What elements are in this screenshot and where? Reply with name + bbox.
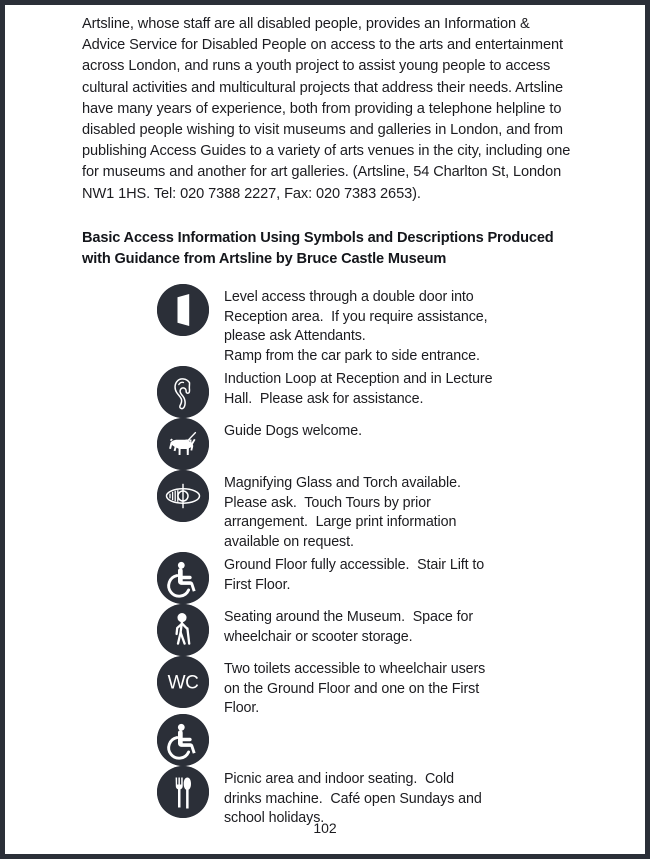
access-symbol-row [5, 366, 645, 418]
svg-text:WC: WC [167, 672, 199, 694]
symbol-description-line: wheelchair or scooter storage. [224, 628, 413, 645]
symbol-description-line: Ground Floor fully accessible. Stair Lift to [224, 557, 485, 574]
symbol-description-line: on the Ground Floor and one on the First [224, 680, 480, 697]
access-symbol-row [5, 656, 645, 766]
wc-icon [157, 656, 209, 708]
symbol-description-line: First Floor. [224, 576, 291, 593]
document-page [5, 5, 645, 854]
access-symbol-row [5, 552, 645, 604]
symbol-description [210, 284, 645, 366]
symbol-description-line: Induction Loop at Reception and in Lecture [224, 371, 493, 388]
low-vision-eye-icon [157, 470, 209, 522]
symbol-icon-group [156, 470, 210, 522]
symbol-icon-group [156, 418, 210, 470]
symbol-icon-group [156, 604, 210, 656]
symbol-icon-group [156, 366, 210, 418]
symbol-description [210, 470, 645, 552]
symbol-description-line: Two toilets accessible to wheelchair users [224, 661, 486, 678]
symbol-description-line: Picnic area and indoor seating. Cold [224, 771, 454, 788]
access-symbol-row [5, 284, 645, 366]
symbol-description-line: Ramp from the car park to side entrance. [224, 347, 480, 364]
symbol-description-line: Floor. [224, 700, 260, 717]
symbol-description [210, 418, 645, 442]
symbol-description-line: available on request. [224, 533, 354, 550]
symbol-description-line: Reception area. If you require assistance, [224, 308, 488, 325]
symbol-icon-group [156, 656, 210, 766]
access-symbol-row [5, 604, 645, 656]
symbol-description-line: school holidays. [224, 810, 325, 827]
guide-dog-icon [157, 418, 209, 470]
access-symbol-row [5, 418, 645, 470]
page-number: 102 [313, 820, 337, 836]
door-icon [157, 284, 209, 336]
symbol-description-line: please ask Attendants. [224, 328, 366, 345]
symbol-description-line: Level access through a double door into [224, 289, 474, 306]
symbol-description-line: Guide Dogs welcome. [224, 423, 362, 440]
symbol-icon-group [156, 284, 210, 336]
intro-paragraph: Artsline, whose staff are all disabled people, provides an Information & Advice Service for Disabled People on access to the arts and entertainment across London, and runs a youth project to assist young people to access cultural activities and multicultural projects that address their needs. Artsline have many years of experience, both from providing a telephone helpline to disabled people wishing to visit museums and galleries in London, and from publishing Access Guides to a variety of arts venues in the city, including one for museums and another for art galleries. (Artsline, 54 Charlton St, London NW1 1HS. Tel: 020 7388 2227, Fax: 020 7383 2653). [82, 16, 571, 202]
symbol-description-line: Magnifying Glass and Torch available. [224, 475, 461, 492]
symbol-description-line: arrangement. Large print information [224, 514, 457, 531]
access-symbol-row [5, 470, 645, 552]
symbol-description [210, 366, 645, 409]
symbol-description-line: Hall. Please ask for assistance. [224, 390, 424, 407]
section-heading: Basic Access Information Using Symbols and Descriptions Produced with Guidance from Artsline by Bruce Castle Museum [82, 229, 554, 268]
wheelchair-icon [157, 552, 209, 604]
symbol-description [210, 552, 645, 595]
ear-icon [157, 366, 209, 418]
symbol-icon-group [156, 552, 210, 604]
symbol-description-line: Please ask. Touch Tours by prior [224, 494, 431, 511]
walking-stick-person-icon [157, 604, 209, 656]
cutlery-icon [157, 766, 209, 818]
symbol-description [210, 604, 645, 647]
symbol-description-line: drinks machine. Café open Sundays and [224, 790, 482, 807]
symbol-description-line: Seating around the Museum. Space for [224, 609, 474, 626]
wheelchair-icon [157, 714, 209, 766]
symbol-description [210, 656, 645, 719]
access-symbol-list [5, 270, 645, 829]
symbol-icon-group [156, 766, 210, 818]
